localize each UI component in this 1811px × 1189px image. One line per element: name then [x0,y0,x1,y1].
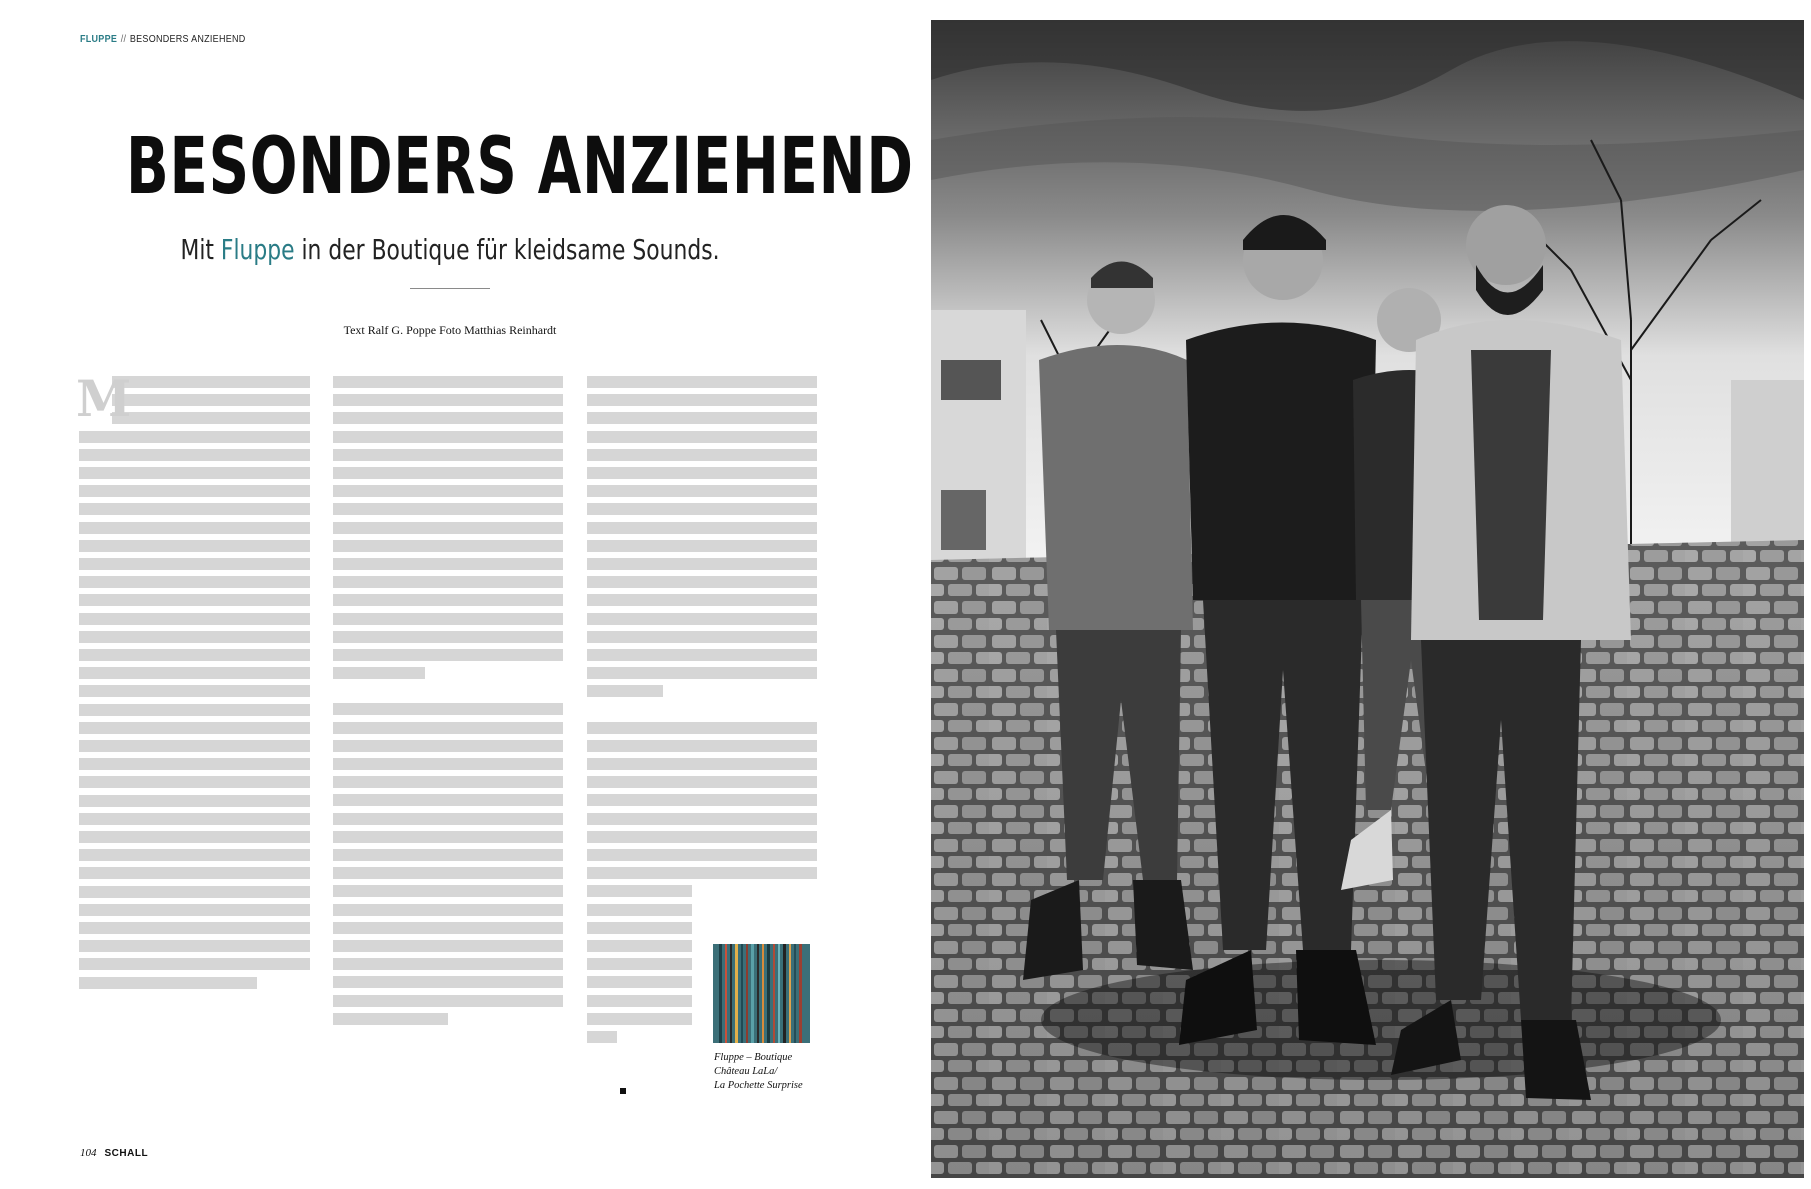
text-line [79,977,257,989]
text-line [587,485,817,497]
text-line [333,1013,448,1025]
article-subhead [99,233,801,266]
text-line [333,431,563,443]
text-line [79,795,310,807]
text-line [587,958,692,970]
drop-cap [76,369,132,428]
text-line [79,722,310,734]
text-line [587,431,817,443]
text-line [587,904,692,916]
text-line [79,449,310,461]
text-line [79,813,310,825]
text-line [79,685,310,697]
text-line [79,940,310,952]
article-credits: Text Ralf G. Poppe Foto Matthias Reinhardt [343,323,557,337]
text-line [587,394,817,406]
text-line [79,522,310,534]
text-line [333,576,563,588]
text-line [587,849,817,861]
text-line [587,867,817,879]
text-line [333,904,563,916]
text-line [587,995,692,1007]
text-line [79,485,310,497]
text-line [587,1031,617,1043]
text-line [587,776,817,788]
text-line [333,885,563,897]
text-line [587,667,817,679]
text-line [333,467,563,479]
article-headline: BESONDERS ANZIEHEND [126,122,914,212]
text-line [587,722,817,734]
text-line [333,776,563,788]
text-line [587,558,817,570]
text-line [79,576,310,588]
text-line [79,886,310,898]
text-line [333,722,563,734]
text-line [587,922,692,934]
text-line [79,594,310,606]
text-line [79,740,310,752]
text-line [587,649,817,661]
text-line [333,831,563,843]
text-line [79,867,310,879]
text-line [333,958,563,970]
running-head-separator: // [120,34,127,45]
text-line [79,467,310,479]
text-line [79,431,310,443]
drop-cap-letter: M [76,369,132,428]
text-line [79,704,310,716]
magazine-name: SCHALL [104,1148,149,1159]
text-line [79,613,310,625]
text-line [333,976,563,988]
text-line [587,503,817,515]
page-number: 104 [80,1147,97,1159]
text-line [587,376,817,388]
text-line [79,831,310,843]
text-line [79,922,310,934]
text-line [333,940,563,952]
text-line [587,631,817,643]
text-line [333,376,563,388]
running-head-title: BESONDERS ANZIEHEND [129,34,246,45]
text-line [587,831,817,843]
text-line [333,613,563,625]
text-line [587,794,817,806]
text-line [79,904,310,916]
text-line [587,613,817,625]
text-line [79,558,310,570]
text-line [79,540,310,552]
text-line [333,503,563,515]
text-line [587,467,817,479]
text-line [587,412,817,424]
text-line [333,649,563,661]
album-caption-line-2: Château LaLa/ [714,1066,778,1077]
text-line [333,522,563,534]
text-line [587,885,692,897]
text-line [587,758,817,770]
text-line [79,649,310,661]
text-line [587,813,817,825]
text-line [333,867,563,879]
text-line [587,522,817,534]
text-line [333,412,563,424]
text-line [333,631,563,643]
text-line [79,503,310,515]
text-line [79,758,310,770]
text-line [333,740,563,752]
band-photo [931,20,1804,1178]
text-line [587,449,817,461]
text-line [79,958,310,970]
text-line [333,558,563,570]
text-line [79,849,310,861]
album-cover-image [713,944,810,1043]
album-caption-line-1: Fluppe – Boutique [714,1052,793,1063]
text-line [333,594,563,606]
text-line [587,976,692,988]
text-line [587,740,817,752]
text-line [79,667,310,679]
text-line [333,667,425,679]
text-line [79,776,310,788]
subhead-before: Mit [180,233,221,266]
album-caption-line-3: La Pochette Surprise [714,1080,803,1091]
text-line [333,794,563,806]
text-line [333,813,563,825]
band-photo-illustration [931,20,1804,1178]
text-line [587,685,663,697]
subhead-after: in der Boutique für kleidsame Sounds. [294,233,720,266]
article-end-mark [620,1088,626,1094]
subhead-band-name: Fluppe [220,233,295,266]
headline-divider [410,288,490,289]
text-line [587,1013,692,1025]
text-line [333,995,563,1007]
text-line [333,485,563,497]
text-line [333,922,563,934]
text-line [587,940,692,952]
running-head-section: FLUPPE [80,34,118,45]
album-caption [714,1051,824,1093]
text-line [333,540,563,552]
text-line [587,540,817,552]
text-line [333,849,563,861]
text-line [333,449,563,461]
folio [80,1147,148,1159]
text-line [587,594,817,606]
text-line [333,394,563,406]
text-line [587,576,817,588]
text-line [79,631,310,643]
text-line [333,758,563,770]
running-head [80,34,246,45]
text-line [333,703,563,715]
